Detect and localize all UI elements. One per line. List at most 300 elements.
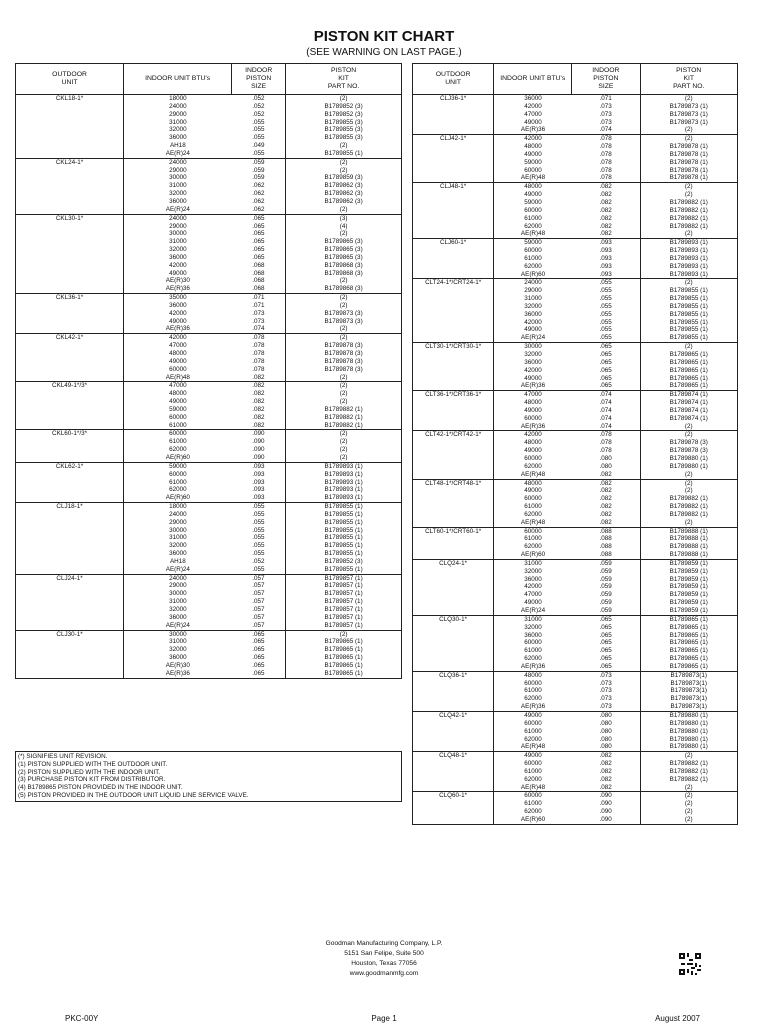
table-row	[16, 334, 402, 342]
indoor-btu-cell: 48000	[169, 390, 187, 398]
part-number-cell: B1789882 (1)	[640, 223, 738, 231]
note-line: (*) SIGNIFIES UNIT REVISION.	[18, 753, 108, 760]
table-row	[413, 743, 738, 751]
outdoor-unit-cell	[16, 190, 124, 198]
piston-size-cell: .090	[252, 446, 265, 454]
part-number-cell: B1789852 (3)	[286, 111, 402, 119]
note-line: (3) PURCHASE PISTON KIT FROM DISTRIBUTOR.	[18, 776, 166, 784]
piston-size-cell: .057	[252, 621, 265, 629]
header-row	[16, 64, 402, 95]
table-row	[413, 687, 738, 695]
outdoor-unit-cell	[16, 302, 124, 310]
part-number-cell: B1789882 (1)	[640, 760, 738, 768]
indoor-btu-cell: 59000	[169, 405, 187, 413]
table-row	[413, 680, 738, 688]
table-row	[413, 143, 738, 151]
table-row	[413, 135, 738, 143]
indoor-btu-cell: 49000	[524, 150, 542, 158]
indoor-btu-cell: 36000	[169, 301, 187, 309]
indoor-btu-cell: AE(R)24	[520, 334, 546, 342]
piston-size-cell: .090	[572, 792, 640, 800]
table-row	[413, 303, 738, 311]
indoor-btu-cell: 47000	[524, 591, 542, 599]
piston-size-cell: .065	[252, 638, 265, 646]
part-number-cell: B1789880 (1)	[640, 728, 738, 736]
table-row	[16, 182, 402, 190]
table-row	[16, 422, 402, 430]
indoor-btu-cell: 48000	[169, 350, 187, 357]
table-row	[413, 230, 738, 238]
piston-size-cell: .074	[599, 399, 612, 407]
table-row	[16, 158, 402, 166]
outdoor-unit-cell	[16, 511, 124, 519]
table-row	[16, 646, 402, 654]
table-row	[16, 318, 402, 326]
table-row	[16, 103, 402, 111]
table-row	[413, 375, 738, 383]
piston-size-cell: .088	[599, 543, 612, 551]
part-number-cell: B1789862 (3)	[286, 182, 402, 190]
outdoor-unit-cell	[413, 367, 494, 375]
outdoor-unit-cell	[16, 414, 124, 422]
indoor-btu-cell: AE(R)24	[165, 149, 190, 157]
table-row	[16, 325, 402, 333]
part-number-cell: (2)	[640, 95, 738, 103]
piston-size-cell: .082	[599, 222, 612, 230]
table-row	[16, 190, 402, 198]
table-row	[16, 550, 402, 558]
outdoor-unit-cell	[16, 494, 124, 502]
indoor-btu-cell: 31000	[169, 238, 187, 246]
outdoor-unit-cell	[413, 760, 494, 768]
part-number-cell: B1789859 (1)	[640, 599, 738, 607]
piston-size-cell: .065	[599, 374, 612, 382]
indoor-btu-cell: 62000	[169, 446, 187, 454]
part-number-cell: B1789865 (1)	[640, 359, 738, 367]
piston-table-right	[412, 63, 738, 825]
indoor-btu-cell: 47000	[169, 342, 187, 350]
part-number-cell: B1789852 (3)	[286, 103, 402, 111]
piston-size-cell: .052	[252, 557, 265, 565]
indoor-btu-cell: 61000	[524, 767, 542, 775]
outdoor-unit-cell: CLT48-1*/CRT48-1*	[413, 479, 494, 487]
piston-size-cell: .055	[599, 334, 612, 342]
outdoor-unit-cell	[16, 254, 124, 262]
outdoor-unit-cell	[413, 143, 494, 151]
piston-size-cell: .093	[599, 247, 612, 255]
table-row	[16, 294, 402, 302]
piston-size-cell: .082	[599, 767, 612, 775]
piston-size-cell: .065	[252, 230, 265, 238]
piston-size-cell: .059	[599, 591, 612, 599]
outdoor-unit-cell: CKL62-1*	[16, 462, 124, 470]
part-number-cell: B1789874 (1)	[640, 407, 738, 415]
piston-size-cell: .057	[252, 606, 265, 613]
piston-size-cell: .065	[232, 670, 286, 678]
indoor-btu-cell: AE(R)36	[165, 325, 190, 333]
outdoor-unit-cell	[413, 784, 494, 792]
outdoor-unit-cell	[16, 174, 124, 182]
header-row	[413, 64, 738, 95]
outdoor-unit-cell	[16, 438, 124, 446]
indoor-btu-cell: 32000	[169, 646, 187, 654]
piston-size-cell: .088	[599, 551, 612, 559]
outdoor-unit-cell	[413, 247, 494, 255]
outdoor-unit-cell	[16, 270, 124, 278]
piston-size-cell: .055	[252, 542, 265, 550]
indoor-btu-cell: 31000	[169, 598, 187, 606]
outdoor-unit-cell	[413, 624, 494, 632]
piston-size-cell: .055	[252, 149, 265, 157]
table-row	[413, 119, 738, 127]
outdoor-unit-cell	[16, 638, 124, 646]
indoor-btu-cell: 31000	[169, 118, 187, 126]
indoor-btu-cell: 62000	[169, 486, 187, 494]
part-number-cell: B1789859 (1)	[640, 583, 738, 591]
piston-size-cell: .082	[572, 183, 640, 191]
table-row	[16, 302, 402, 310]
note-line: (2) PISTON SUPPLIED WITH THE INDOOR UNIT.	[18, 768, 161, 776]
indoor-btu-cell: 59000	[524, 158, 542, 166]
table-row	[16, 126, 402, 134]
part-number-cell: B1789855 (1)	[286, 503, 402, 511]
piston-size-cell: .082	[599, 775, 612, 783]
table-row	[413, 695, 738, 703]
table-row	[413, 736, 738, 744]
table-row	[413, 407, 738, 415]
part-number-cell: B1789873(1)	[640, 687, 738, 695]
piston-size-cell: .090	[252, 438, 265, 446]
table-row	[16, 494, 402, 502]
piston-size-cell: .082	[599, 214, 612, 222]
part-number-cell: B1789893 (1)	[640, 263, 738, 271]
piston-size-cell: .065	[232, 214, 286, 222]
column-header: OUTDOOR UNIT	[413, 64, 494, 95]
outdoor-unit-cell	[413, 399, 494, 407]
outdoor-unit-cell	[16, 134, 124, 142]
outdoor-unit-cell: CLT42-1*/CRT42-1*	[413, 431, 494, 439]
indoor-btu-cell: AE(R)24	[165, 205, 190, 213]
table-row	[16, 254, 402, 262]
part-number-cell: B1789873(1)	[640, 680, 738, 688]
outdoor-unit-cell: CLJ36-1*	[413, 95, 494, 103]
outdoor-unit-cell	[413, 119, 494, 127]
piston-size-cell: .055	[572, 279, 640, 287]
outdoor-unit-cell	[413, 728, 494, 736]
page-subtitle: (SEE WARNING ON LAST PAGE.)	[306, 47, 462, 58]
table-row	[16, 430, 402, 438]
part-number-cell: B1789874 (1)	[640, 391, 738, 399]
table-row	[413, 776, 738, 784]
indoor-btu-cell: AE(R)60	[165, 453, 190, 461]
table-row	[413, 559, 738, 567]
table-row	[16, 606, 402, 614]
piston-size-cell: .059	[599, 607, 612, 614]
piston-size-cell: .082	[599, 518, 612, 526]
indoor-btu-cell: 29000	[524, 287, 542, 295]
outdoor-unit-cell	[16, 198, 124, 206]
part-number-cell: B1789857 (1)	[286, 582, 402, 590]
table-row	[413, 808, 738, 816]
part-number-cell: B1789865 (1)	[286, 662, 402, 670]
part-number-cell: (2)	[640, 343, 738, 351]
outdoor-unit-cell	[413, 295, 494, 303]
table-row	[413, 591, 738, 599]
indoor-btu-cell: 49000	[494, 711, 572, 719]
indoor-btu-cell: 30000	[169, 526, 187, 534]
part-number-cell: B1789865 (1)	[286, 646, 402, 654]
part-number-cell: (2)	[640, 431, 738, 439]
part-number-cell: B1789855 (1)	[286, 519, 402, 527]
indoor-btu-cell: 62000	[524, 262, 542, 270]
piston-size-cell: .078	[599, 447, 612, 455]
piston-size-cell: .055	[252, 518, 265, 526]
piston-size-cell: .080	[599, 719, 612, 727]
part-number-cell: B1789855 (1)	[640, 319, 738, 327]
outdoor-unit-cell	[413, 382, 494, 390]
part-number-cell: (2)	[286, 206, 402, 214]
piston-size-cell: .055	[252, 526, 265, 534]
indoor-btu-cell: AE(R)48	[520, 518, 546, 526]
indoor-btu-cell: 60000	[494, 792, 572, 800]
piston-size-cell: .082	[599, 503, 612, 511]
column-header: PISTON KIT PART NO.	[286, 64, 402, 95]
piston-size-cell: .055	[599, 326, 612, 334]
outdoor-unit-cell	[413, 736, 494, 744]
company-website: www.goodmanmfg.com	[349, 970, 419, 977]
outdoor-unit-cell	[413, 415, 494, 423]
indoor-btu-cell: AH18	[169, 557, 186, 565]
part-number-cell: B1789865 (3)	[286, 254, 402, 262]
indoor-btu-cell: 61000	[169, 438, 187, 446]
table-row	[413, 126, 738, 134]
table-row	[413, 495, 738, 503]
part-number-cell: B1789888 (1)	[640, 535, 738, 543]
table-row	[413, 223, 738, 231]
indoor-btu-cell: 24000	[124, 574, 232, 582]
indoor-btu-cell: AE(R)24	[165, 565, 190, 573]
table-row	[413, 367, 738, 375]
piston-size-cell: .082	[599, 495, 612, 503]
piston-size-cell: .080	[599, 454, 612, 462]
part-number-cell: B1789855 (1)	[640, 311, 738, 319]
outdoor-unit-cell	[16, 142, 124, 150]
indoor-btu-cell: AE(R)48	[520, 174, 546, 182]
outdoor-unit-cell	[16, 103, 124, 111]
table-row	[413, 439, 738, 447]
piston-size-cell: .055	[252, 550, 265, 558]
piston-size-cell: .082	[599, 760, 612, 768]
indoor-btu-cell: AE(R)48	[520, 230, 546, 238]
outdoor-unit-cell	[413, 663, 494, 671]
piston-size-cell: .065	[232, 630, 286, 638]
table-row	[16, 598, 402, 606]
outdoor-unit-cell: CKL30-1*	[16, 214, 124, 222]
indoor-btu-cell: 32000	[169, 542, 187, 550]
page-number: Page 1	[371, 1014, 397, 1023]
piston-size-cell: .074	[599, 414, 612, 422]
part-number-cell: B1789857 (1)	[286, 614, 402, 622]
piston-size-cell: .082	[599, 487, 612, 495]
indoor-btu-cell: 60000	[524, 414, 542, 422]
piston-size-cell: .078	[599, 143, 612, 151]
table-row	[16, 119, 402, 127]
piston-size-cell: .082	[599, 191, 612, 199]
qr-code-icon	[679, 953, 701, 975]
piston-size-cell: .055	[599, 310, 612, 318]
table-row	[413, 671, 738, 679]
table-row	[413, 463, 738, 471]
outdoor-unit-cell: CKL60-1*/3*	[16, 430, 124, 438]
outdoor-unit-cell: CLQ60-1*	[413, 792, 494, 800]
table-row	[413, 159, 738, 167]
piston-size-cell: .082	[252, 421, 265, 429]
part-number-cell: B1789855 (3)	[286, 126, 402, 134]
table-row	[413, 632, 738, 640]
outdoor-unit-cell: CLQ36-1*	[413, 671, 494, 679]
part-number-cell: B1789855 (1)	[640, 326, 738, 334]
outdoor-unit-cell: CLT30-1*/CRT30-1*	[413, 343, 494, 351]
indoor-btu-cell: 48000	[524, 439, 542, 447]
outdoor-unit-cell	[413, 159, 494, 167]
indoor-btu-cell: 60000	[524, 166, 542, 174]
column-header: INDOOR UNIT BTU's	[494, 64, 572, 95]
indoor-btu-cell: 60000	[524, 719, 542, 727]
part-number-cell: B1789878 (3)	[286, 342, 402, 350]
part-number-cell: B1789865 (1)	[640, 647, 738, 655]
indoor-btu-cell: 60000	[169, 470, 187, 478]
piston-size-cell: .059	[599, 599, 612, 607]
outdoor-unit-cell	[16, 446, 124, 454]
piston-size-cell: .078	[599, 174, 612, 182]
outdoor-unit-cell	[413, 511, 494, 519]
table-row	[16, 262, 402, 270]
indoor-btu-cell: 49000	[524, 487, 542, 495]
table-row	[16, 630, 402, 638]
piston-size-cell: .078	[599, 439, 612, 447]
piston-size-cell: .055	[599, 295, 612, 303]
indoor-btu-cell: AE(R)60	[494, 816, 572, 824]
table-row	[413, 455, 738, 463]
outdoor-unit-cell	[16, 182, 124, 190]
outdoor-unit-cell	[413, 191, 494, 199]
outdoor-unit-cell	[16, 646, 124, 654]
indoor-btu-cell: AE(R)48	[520, 743, 546, 751]
indoor-btu-cell: 31000	[169, 182, 187, 190]
piston-size-cell: .057	[252, 613, 265, 621]
outdoor-unit-cell: CKL49-1*/3*	[16, 382, 124, 390]
part-number-cell: B1789878 (3)	[286, 366, 402, 374]
outdoor-unit-cell	[16, 206, 124, 214]
indoor-btu-cell: 49000	[524, 374, 542, 382]
part-number-cell: B1789865 (1)	[640, 663, 738, 671]
table-row	[413, 471, 738, 479]
table-row	[16, 198, 402, 206]
outdoor-unit-cell	[16, 622, 124, 630]
outdoor-unit-cell	[16, 223, 124, 231]
part-number-cell: B1789859 (3)	[286, 174, 402, 182]
piston-size-cell: .065	[252, 246, 265, 254]
part-number-cell: B1789873 (3)	[286, 318, 402, 326]
table-row	[16, 230, 402, 238]
part-number-cell: B1789893 (1)	[640, 255, 738, 263]
outdoor-unit-cell	[413, 568, 494, 576]
piston-size-cell: .082	[232, 382, 286, 390]
outdoor-unit-cell	[16, 374, 124, 382]
table-row	[16, 95, 402, 103]
table-row	[413, 511, 738, 519]
part-number-cell: (2)	[286, 158, 402, 166]
part-number-cell: B1789893 (1)	[286, 486, 402, 494]
outdoor-unit-cell	[413, 503, 494, 511]
table-row	[16, 406, 402, 414]
table-row	[16, 471, 402, 479]
table-row	[413, 431, 738, 439]
piston-size-cell: .090	[599, 800, 612, 808]
indoor-btu-cell: 36000	[169, 550, 187, 558]
piston-size-cell: .059	[599, 583, 612, 591]
part-number-cell: B1789865 (1)	[286, 670, 402, 678]
piston-size-cell: .078	[252, 357, 265, 365]
indoor-btu-cell: 49000	[169, 317, 187, 325]
outdoor-unit-cell	[413, 215, 494, 223]
outdoor-unit-cell	[413, 223, 494, 231]
table-row	[16, 342, 402, 350]
table-row	[413, 728, 738, 736]
outdoor-unit-cell	[16, 366, 124, 374]
piston-size-cell: .059	[599, 575, 612, 583]
column-header: INDOOR UNIT BTU's	[124, 64, 232, 95]
indoor-btu-cell: 62000	[524, 695, 542, 703]
table-row	[413, 319, 738, 327]
indoor-btu-cell: 42000	[524, 366, 542, 374]
indoor-btu-cell: 49000	[169, 269, 187, 277]
piston-size-cell: .065	[572, 343, 640, 351]
outdoor-unit-cell	[16, 558, 124, 566]
outdoor-unit-cell	[16, 598, 124, 606]
outdoor-unit-cell	[16, 582, 124, 590]
table-row	[413, 487, 738, 495]
indoor-btu-cell: AE(R)24	[520, 607, 546, 614]
part-number-cell: B1789865 (3)	[286, 246, 402, 254]
part-number-cell: (2)	[640, 816, 738, 824]
indoor-btu-cell: AE(R)36	[124, 670, 232, 678]
part-number-cell: B1789865 (1)	[640, 375, 738, 383]
piston-size-cell: .065	[599, 358, 612, 366]
outdoor-unit-cell: CKL36-1*	[16, 294, 124, 302]
part-number-cell: B1789859 (1)	[640, 559, 738, 567]
part-number-cell: B1789855 (1)	[286, 150, 402, 158]
piston-size-cell: .078	[232, 334, 286, 342]
indoor-btu-cell: 18000	[124, 503, 232, 511]
piston-size-cell: .080	[599, 727, 612, 735]
table-row	[413, 768, 738, 776]
table-row	[413, 447, 738, 455]
part-number-cell: (2)	[640, 135, 738, 143]
part-number-cell: (2)	[640, 752, 738, 760]
part-number-cell: B1789855 (1)	[640, 334, 738, 342]
indoor-btu-cell: 42000	[124, 334, 232, 342]
indoor-btu-cell: 60000	[124, 430, 232, 438]
outdoor-unit-cell	[16, 285, 124, 293]
piston-size-cell: .065	[599, 351, 612, 358]
part-number-cell: B1789857 (1)	[286, 590, 402, 598]
outdoor-unit-cell	[413, 199, 494, 207]
table-row	[413, 247, 738, 255]
piston-size-cell: .080	[599, 743, 612, 751]
outdoor-unit-cell	[413, 743, 494, 751]
outdoor-unit-cell	[16, 519, 124, 527]
